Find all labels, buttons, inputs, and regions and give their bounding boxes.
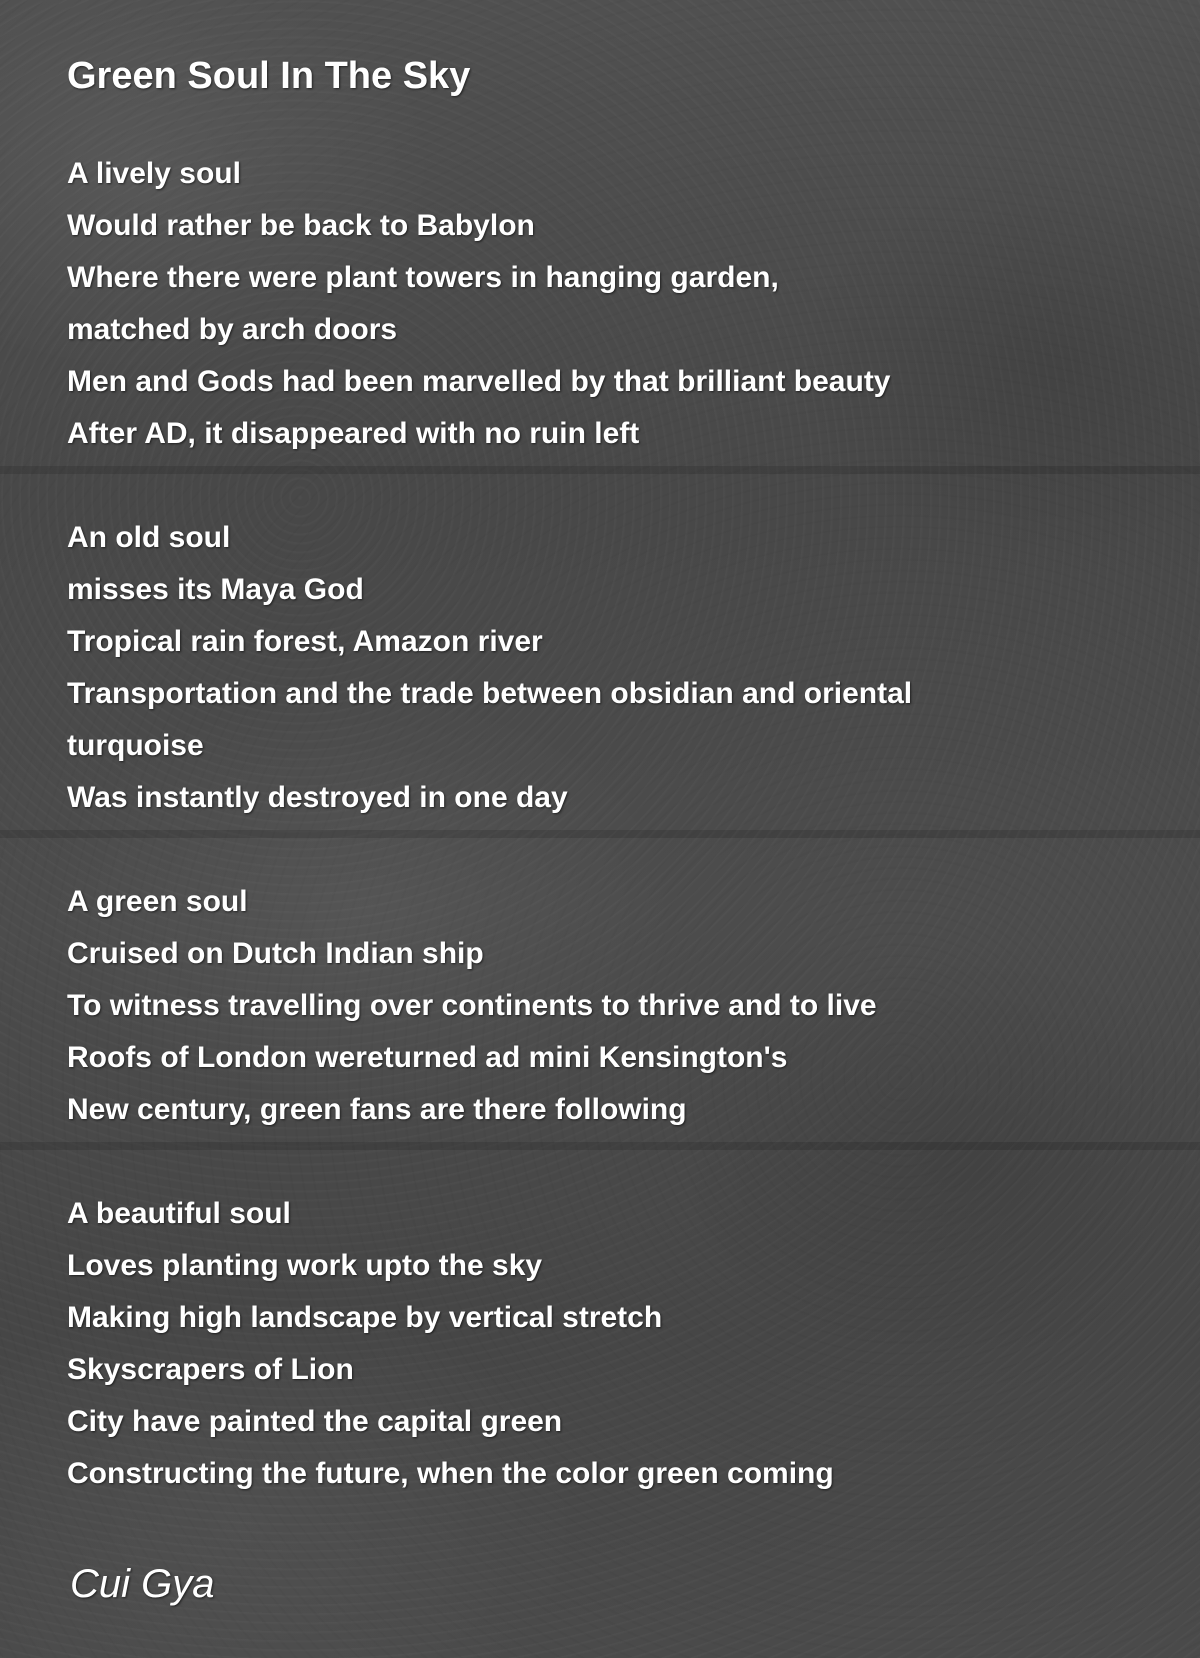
- poem-line: Loves planting work upto the sky: [67, 1249, 543, 1282]
- poem-line: A green soul: [67, 885, 248, 918]
- poem-line: An old soul: [67, 521, 231, 554]
- poem-line: turquoise: [67, 729, 204, 762]
- poem-title: Green Soul In The Sky: [67, 55, 471, 97]
- poem-body: [67, 148, 912, 1552]
- stanza-4: [67, 1188, 912, 1500]
- poem-line: Roofs of London wereturned ad mini Kensington's: [67, 1041, 788, 1074]
- poem-line: A beautiful soul: [67, 1197, 291, 1230]
- poem-author: Cui Gya: [70, 1562, 215, 1606]
- poem-line: After AD, it disappeared with no ruin left: [67, 417, 640, 450]
- poem-line: Constructing the future, when the color green coming: [67, 1457, 834, 1490]
- poem-line: New century, green fans are there following: [67, 1093, 687, 1126]
- poem-line: A lively soul: [67, 157, 241, 190]
- stanza-2: [67, 512, 912, 824]
- poem-line: Tropical rain forest, Amazon river: [67, 625, 543, 658]
- poem-line: misses its Maya God: [67, 573, 364, 606]
- poem-line: Men and Gods had been marvelled by that brilliant beauty: [67, 365, 891, 398]
- poem-line: Was instantly destroyed in one day: [67, 781, 568, 814]
- poem-line: City have painted the capital green: [67, 1405, 563, 1438]
- stanza-1: [67, 148, 912, 460]
- poem-line: Transportation and the trade between obsidian and oriental: [67, 677, 913, 710]
- poem-line: Would rather be back to Babylon: [67, 209, 535, 242]
- poem-line: Where there were plant towers in hanging garden,: [67, 261, 779, 294]
- poem-line: To witness travelling over continents to thrive and to live: [67, 989, 877, 1022]
- poem-line: Skyscrapers of Lion: [67, 1353, 354, 1386]
- poem-line: Cruised on Dutch Indian ship: [67, 937, 484, 970]
- stanza-3: [67, 876, 912, 1136]
- poem-line: Making high landscape by vertical stretch: [67, 1301, 663, 1334]
- poem-line: matched by arch doors: [67, 313, 398, 346]
